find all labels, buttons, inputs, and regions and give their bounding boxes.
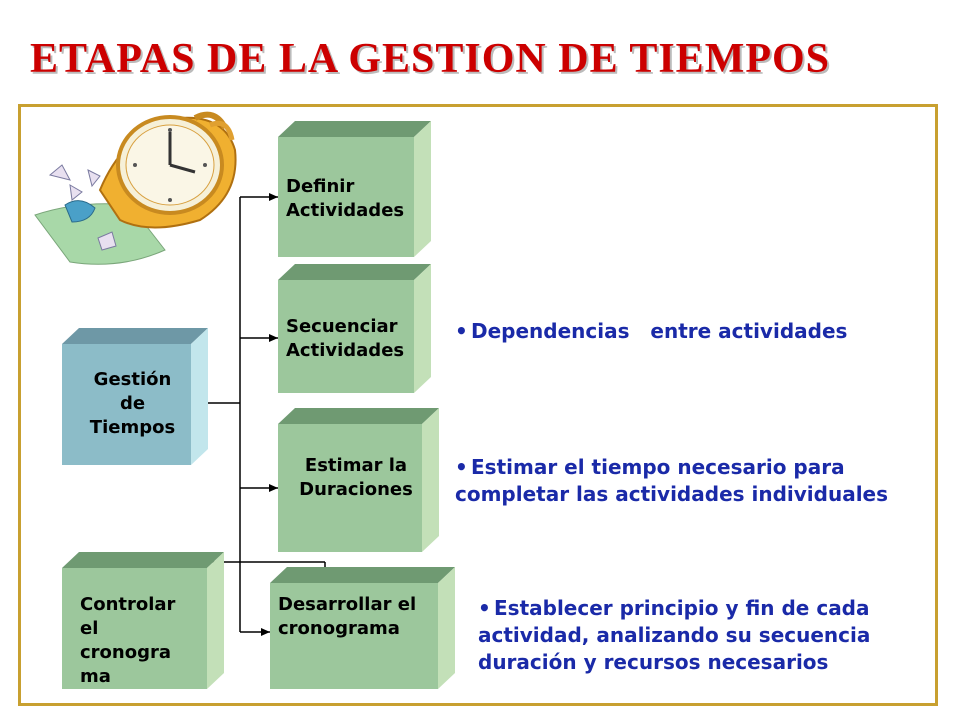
clock-icon <box>35 115 236 265</box>
label-gestion-tiempos: Gestión de Tiempos <box>89 369 176 438</box>
bullet-desarrollar <box>478 595 918 676</box>
bullet-dot: • <box>455 319 468 343</box>
bullet-estimar <box>455 454 920 508</box>
bullet-desarrollar-text: Establecer principio y fin de cada actividad, analizando su secuencia duración y recursos necesarios <box>478 596 871 674</box>
label-estimar-duraciones: Estimar la Duraciones <box>299 455 413 500</box>
label-desarrollar-cronograma: Desarrollar el cronograma <box>278 594 417 639</box>
bullet-secuenciar <box>455 318 895 345</box>
bullet-estimar-text: Estimar el tiempo necesario para completar las actividades individuales <box>455 455 889 506</box>
label-secuenciar-actividades: Secuenciar Actividades <box>286 316 405 361</box>
page-title: ETAPAS DE LA GESTION DE TIEMPOS <box>30 36 831 82</box>
bullet-secuenciar-text: Dependencias entre actividades <box>471 319 848 343</box>
label-definir-actividades: Definir Actividades <box>286 176 405 221</box>
label-controlar-cronograma: Controlar el cronogra ma <box>80 594 176 687</box>
bullet-dot: • <box>455 455 468 479</box>
bullet-dot: • <box>478 596 491 620</box>
